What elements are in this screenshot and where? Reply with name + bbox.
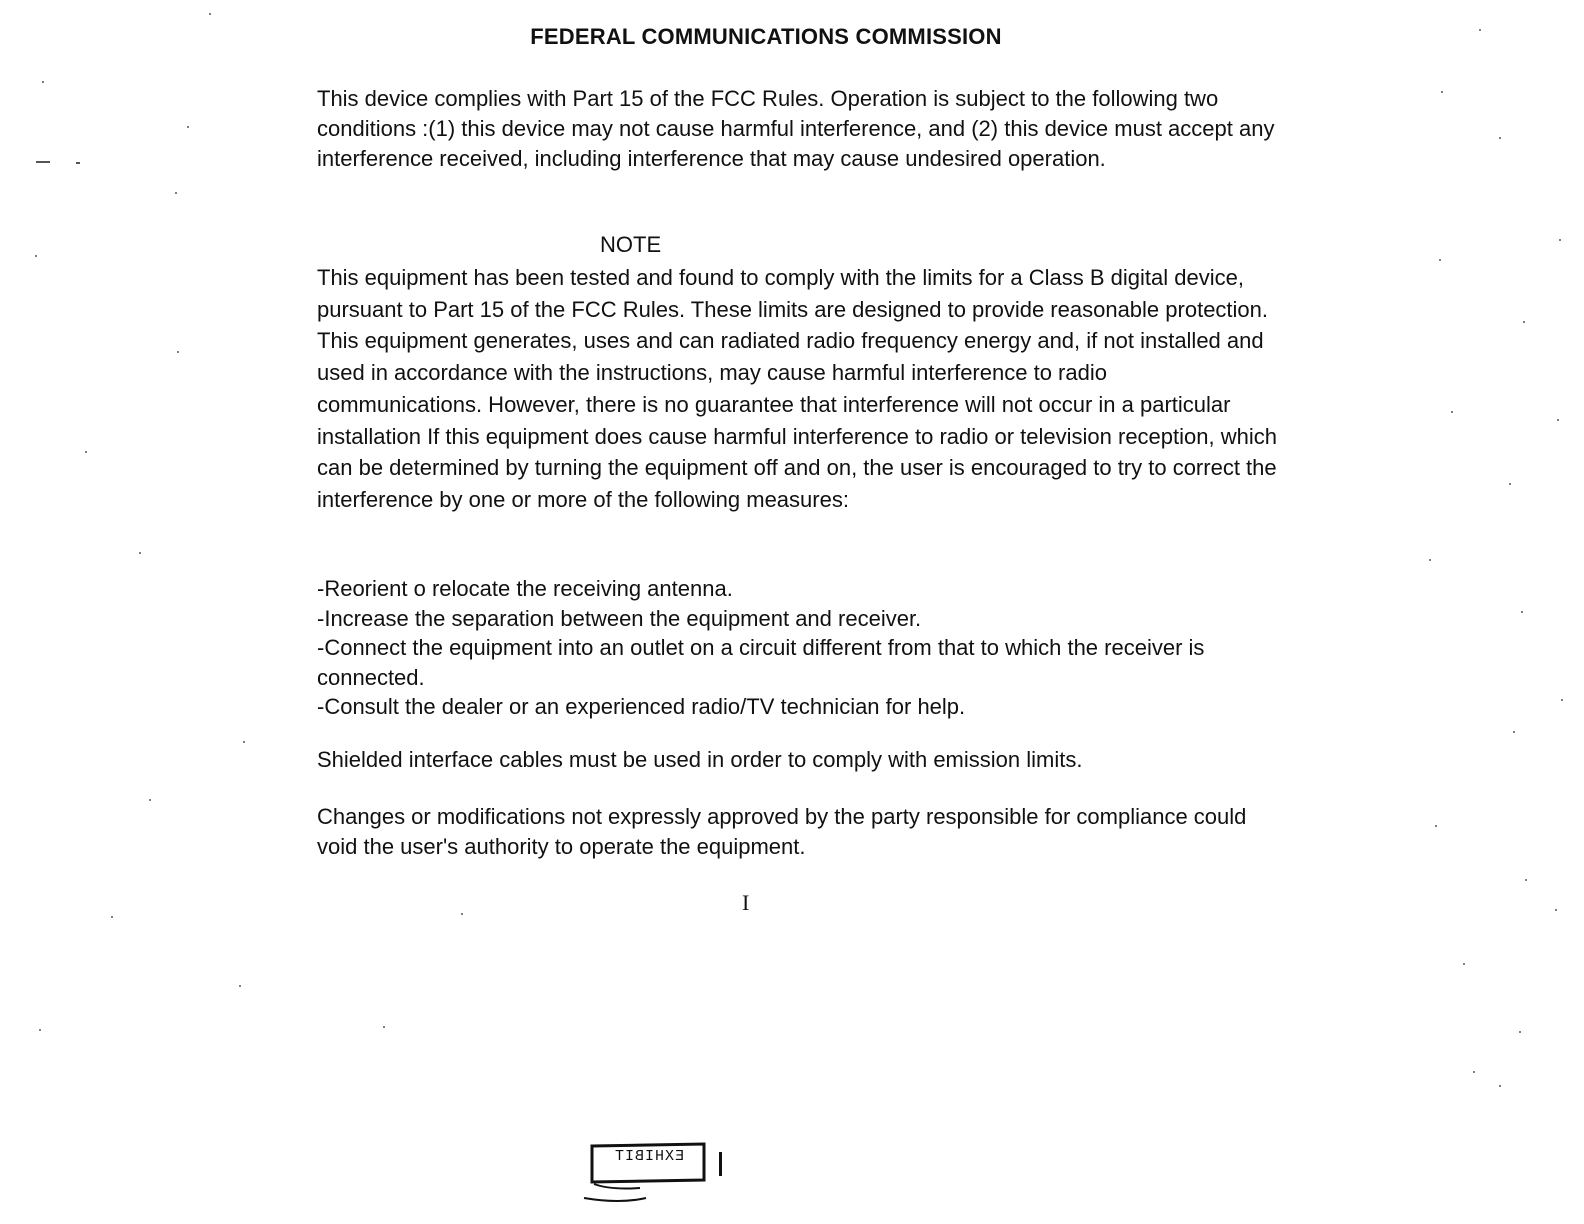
measure-item: -Reorient o relocate the receiving antenna.	[317, 576, 733, 601]
page-title: FEDERAL COMMUNICATIONS COMMISSION	[530, 24, 1002, 49]
measures-list	[317, 574, 1277, 722]
page-mark: I	[742, 890, 750, 915]
note-paragraph: This equipment has been tested and found to comply with the limits for a Class B digital device, pursuant to Part 15 of the FCC Rules. These limits are designed to provide reasonable protection. This equipment generates, uses and can radiated radio frequency energy and, if not installed and used in accordance with the instructions, may cause harmful interference to radio communications. However, there is no guarantee that interference will not occur in a particular installation If this equipment does cause harmful interference to radio or television reception, which can be determined by turning the equipment off and on, the user is encouraged to try to correct the interference by one or more of the following measures:	[317, 265, 1277, 512]
shielded-cables-note: Shielded interface cables must be used in order to comply with emission limits.	[317, 747, 1083, 772]
measure-item: -Connect the equipment into an outlet on a circuit different from that to which the receiver is connected.	[317, 635, 1205, 690]
exhibit-stamp-text: EXHIBIT	[614, 1148, 685, 1165]
compliance-paragraph: This device complies with Part 15 of the FCC Rules. Operation is subject to the following two conditions :(1) this device may not cause harmful interference, and (2) this device must accept any interference received, including interference that may cause undesired operation.	[317, 86, 1275, 171]
note-heading: NOTE	[600, 232, 662, 257]
modifications-note: Changes or modifications not expressly approved by the party responsible for compliance could void the user's authority to operate the equipment.	[317, 804, 1247, 859]
measure-item: -Increase the separation between the equipment and receiver.	[317, 605, 922, 631]
measure-item: -Consult the dealer or an experienced radio/TV technician for help.	[317, 694, 966, 719]
